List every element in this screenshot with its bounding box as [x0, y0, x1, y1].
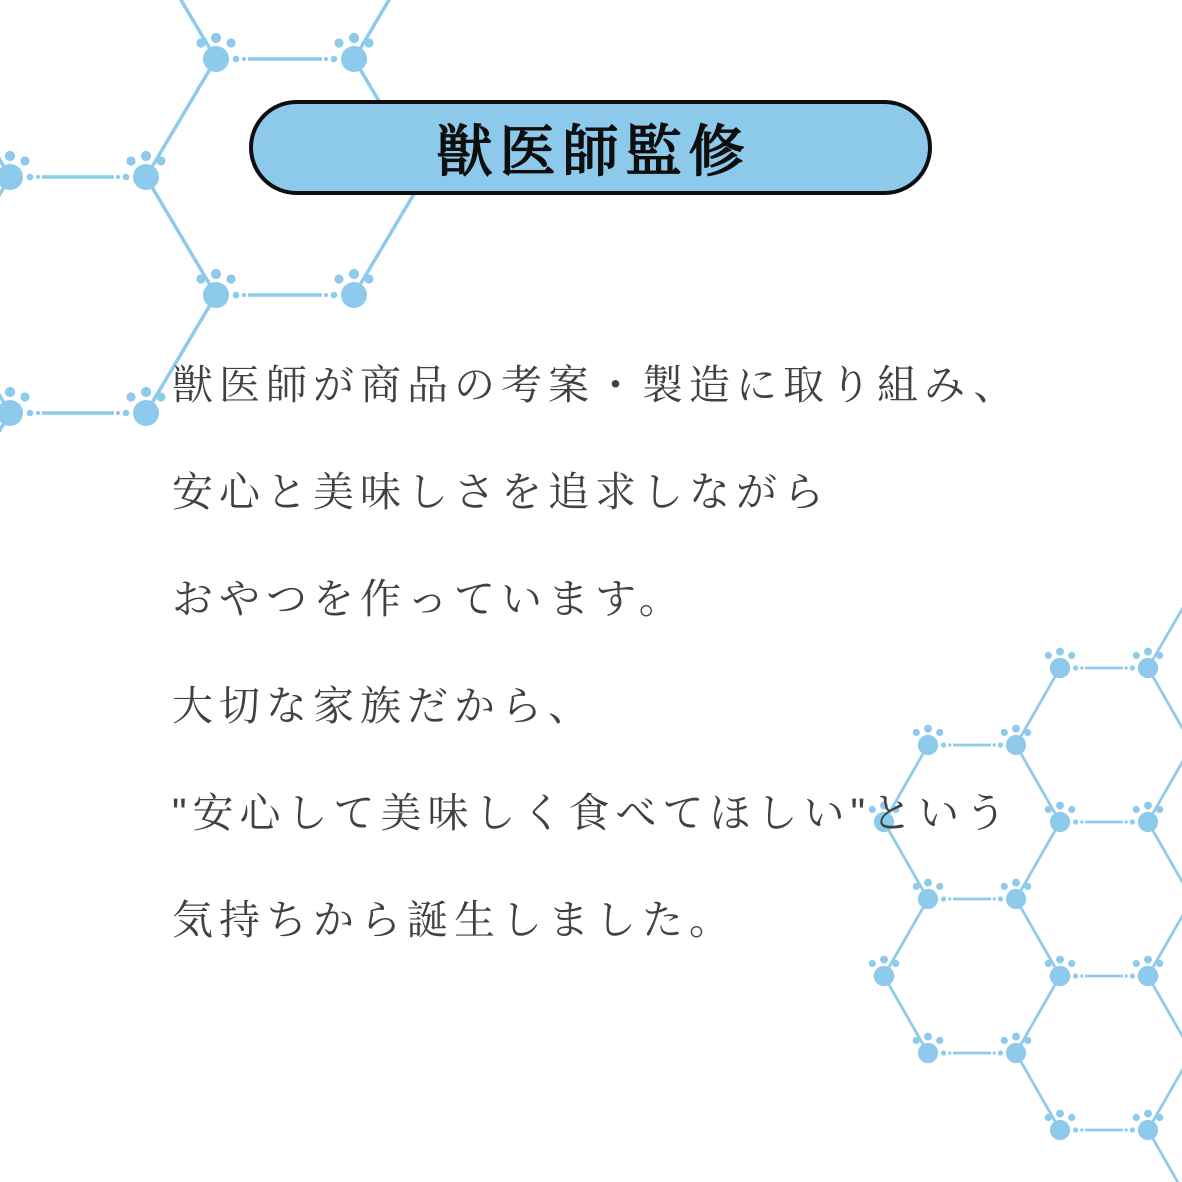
- paw-print-icon: [1133, 648, 1164, 678]
- hex-edge: [0, 413, 10, 531]
- paw-print-icon: [1133, 1110, 1164, 1140]
- body-line-5: "安心して美味しく食べてほしい"という: [172, 790, 1013, 836]
- body-line-3: おやつを作っています。: [172, 576, 686, 622]
- paw-print-icon: [1045, 648, 1076, 678]
- paw-print-icon: [1133, 802, 1164, 832]
- hex-edge: [1148, 822, 1182, 899]
- veterinarian-supervised-badge: [249, 100, 932, 195]
- hex-edge: [1073, 973, 1135, 978]
- hex-edge: [1148, 1053, 1182, 1130]
- hex-edge: [354, 0, 424, 59]
- hex-edge: [233, 56, 338, 63]
- paw-print-icon: [1045, 1110, 1076, 1140]
- hex-edge: [1073, 1127, 1135, 1132]
- hex-edge: [1016, 745, 1060, 822]
- hex-edge: [1148, 668, 1182, 745]
- hex-edge: [1016, 668, 1060, 745]
- hex-edge: [1148, 976, 1182, 1053]
- paw-print-icon: [913, 1033, 944, 1063]
- body-line-1: 獣医師が商品の考案・製造に取り組み、: [172, 362, 1021, 408]
- hex-edge: [884, 976, 928, 1053]
- hex-edge: [146, 59, 216, 177]
- paw-print-icon: [126, 387, 165, 426]
- hex-edge: [27, 410, 130, 417]
- body-text: [172, 332, 1020, 974]
- hex-edge: [1073, 665, 1135, 670]
- hex-edge: [0, 177, 10, 295]
- paw-print-icon: [196, 33, 235, 72]
- paw-print-icon: [126, 151, 165, 190]
- hex-edge: [146, 177, 216, 295]
- body-line-6: 気持ちから誕生しました。: [172, 897, 736, 943]
- body-line-2: 安心と美味しさを追求しながら: [172, 469, 830, 515]
- hex-edge: [941, 1050, 1003, 1055]
- hex-edge: [1148, 592, 1182, 668]
- hex-edge: [1016, 1053, 1060, 1130]
- body-line-4: 大切な家族だから、: [172, 683, 595, 729]
- hex-edge: [1016, 899, 1060, 976]
- hex-edge: [27, 174, 130, 181]
- hex-edge: [233, 292, 338, 299]
- hex-edge: [1148, 899, 1182, 976]
- paw-print-icon: [334, 33, 373, 72]
- paw-print-icon: [196, 269, 235, 308]
- paw-print-icon: [334, 269, 373, 308]
- hex-edge: [1016, 822, 1060, 899]
- badge-label: 獣医師監修: [436, 119, 752, 183]
- hex-edge: [1148, 745, 1182, 822]
- paw-print-icon: [0, 151, 30, 190]
- paw-print-icon: [0, 387, 30, 426]
- paw-print-icon: [1045, 956, 1076, 986]
- paw-print-icon: [1133, 956, 1164, 986]
- paw-print-icon: [1001, 1033, 1032, 1063]
- paw-print-icon: [1045, 802, 1076, 832]
- hex-edge: [1073, 819, 1135, 824]
- hex-edge: [146, 0, 216, 59]
- hex-edge: [1016, 976, 1060, 1053]
